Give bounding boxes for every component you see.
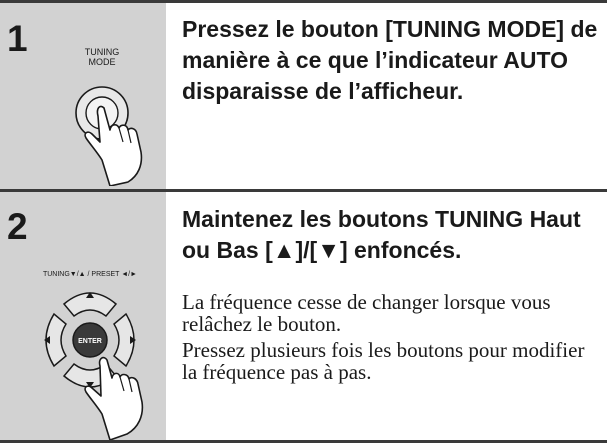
step1-heading: Pressez le bouton [TUNING MODE] de manière à ce que l’indicateur AUTO disparaisse de l’afficheur. — [182, 16, 598, 104]
step2-number: 2 — [7, 206, 28, 247]
step2-paragraph2: Pressez plusieurs fois les boutons pour modifier la fréquence pas à pas. — [182, 338, 585, 384]
bottom-rule — [0, 440, 607, 443]
enter-label: ENTER — [78, 338, 102, 345]
tuning-mode-label-line1: TUNING — [84, 47, 120, 57]
step2-heading: Maintenez les boutons TUNING Haut ou Bas [▲]/[▼] enfoncés. — [182, 206, 581, 263]
tuning-mode-label-line2: MODE — [88, 57, 116, 67]
step2-paragraph1: La fréquence cesse de changer lorsque vous relâchez le bouton. — [182, 290, 551, 336]
tuning-preset-pad-illustration — [16, 262, 164, 440]
tuning-mode-button-illustration — [40, 20, 164, 186]
step1-number: 1 — [7, 18, 28, 59]
pad-label: TUNING▼/▲ / PRESET ◄/► — [42, 271, 138, 278]
